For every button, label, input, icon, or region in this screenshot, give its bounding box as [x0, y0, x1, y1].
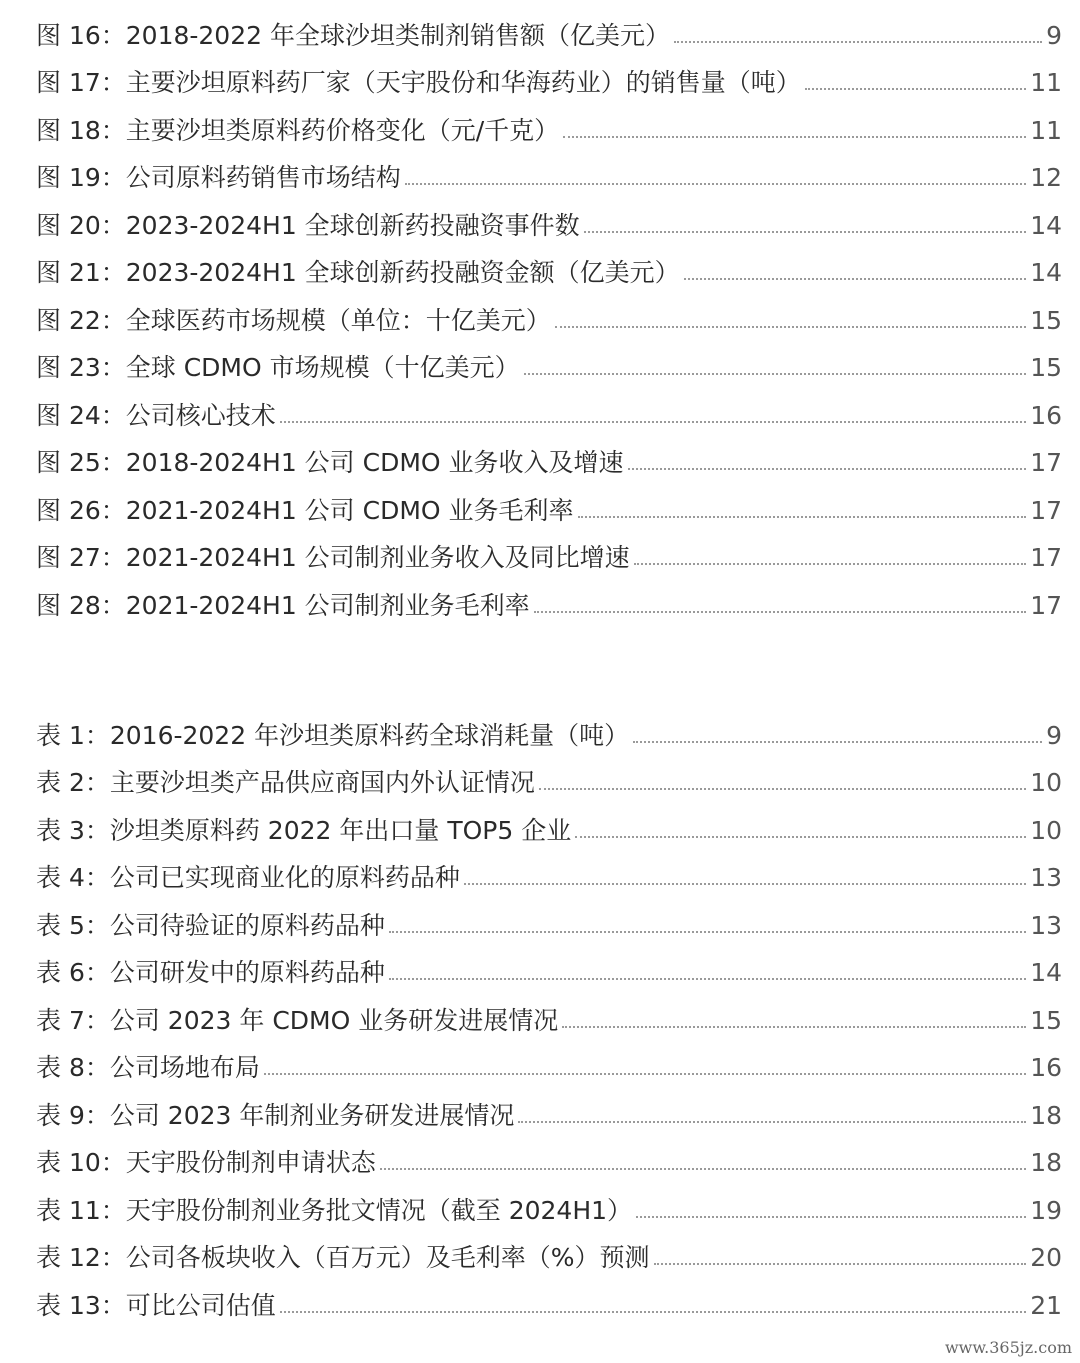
dot-leader [280, 1311, 1026, 1313]
toc-entry-page-number: 15 [1030, 353, 1062, 382]
toc-entry[interactable] [36, 333, 1062, 381]
toc-entry-page-number: 14 [1030, 210, 1062, 240]
dot-leader [562, 1026, 1026, 1028]
dot-leader [584, 231, 1027, 233]
dot-leader [674, 41, 1042, 43]
dot-leader [405, 183, 1026, 185]
toc-entry-page-number: 13 [1030, 910, 1062, 940]
dot-leader [380, 1168, 1026, 1170]
toc-entry-title: 表 12：公司各板块收入（百万元）及毛利率（%）预测 [36, 1243, 650, 1272]
toc-entry-title: 图 19：公司原料药销售市场结构 [36, 163, 401, 192]
toc-entry-page-number: 16 [1030, 1053, 1062, 1082]
toc-entry-page-number: 18 [1030, 1100, 1062, 1130]
toc-entry-title: 表 8：公司场地布局 [36, 1053, 260, 1082]
toc-entry-title: 图 18：主要沙坦类原料药价格变化（元/千克） [36, 115, 560, 145]
toc-entry-title: 表 1：2016-2022 年沙坦类原料药全球消耗量（吨） [36, 720, 630, 750]
toc-entry-title: 表 3：沙坦类原料药 2022 年出口量 TOP5 企业 [36, 815, 572, 845]
dot-leader [389, 978, 1026, 980]
toc-entry-page-number: 10 [1030, 768, 1062, 797]
dot-leader [539, 788, 1026, 790]
toc-entry-page-number: 20 [1030, 1243, 1062, 1272]
table-list [36, 700, 1062, 1318]
toc-entry-title: 表 5：公司待验证的原料药品种 [36, 910, 385, 940]
toc-entry[interactable] [36, 1223, 1062, 1271]
toc-entry-page-number: 9 [1046, 20, 1062, 50]
toc-entry[interactable] [36, 0, 1062, 48]
dot-leader [628, 468, 1027, 470]
toc-entry[interactable] [36, 238, 1062, 286]
toc-entry[interactable] [36, 143, 1062, 191]
toc-entry-page-number: 13 [1030, 863, 1062, 892]
toc-entry[interactable] [36, 285, 1062, 333]
toc-entry-title: 图 20：2023-2024H1 全球创新药投融资事件数 [36, 210, 580, 240]
toc-entry-title: 图 28：2021-2024H1 公司制剂业务毛利率 [36, 590, 530, 620]
toc-entry[interactable] [36, 985, 1062, 1033]
toc-entry-page-number: 12 [1030, 163, 1062, 192]
toc-entry-page-number: 15 [1030, 1005, 1062, 1035]
toc-entry[interactable] [36, 48, 1062, 96]
toc-entry-title: 图 22：全球医药市场规模（单位：十亿美元） [36, 305, 551, 335]
dot-leader [389, 931, 1026, 933]
toc-entry-title: 表 4：公司已实现商业化的原料药品种 [36, 863, 460, 892]
toc-entry-page-number: 11 [1030, 115, 1062, 145]
dot-leader [654, 1263, 1027, 1265]
toc-entry[interactable] [36, 1175, 1062, 1223]
toc-entry-page-number: 14 [1030, 258, 1062, 287]
toc-entry[interactable] [36, 428, 1062, 476]
toc-entry-title: 图 16：2018-2022 年全球沙坦类制剂销售额（亿美元） [36, 20, 670, 50]
toc-entry[interactable] [36, 95, 1062, 143]
toc-entry-page-number: 17 [1030, 448, 1062, 477]
toc-entry[interactable] [36, 938, 1062, 986]
dot-leader [634, 563, 1027, 565]
toc-entry-title: 表 13：可比公司估值 [36, 1290, 276, 1320]
dot-leader [264, 1073, 1026, 1075]
toc-entry-page-number: 17 [1030, 543, 1062, 572]
toc-entry[interactable] [36, 380, 1062, 428]
dot-leader [578, 516, 1027, 518]
dot-leader [534, 611, 1027, 613]
dot-leader [684, 278, 1027, 280]
toc-entry-title: 表 10：天宇股份制剂申请状态 [36, 1148, 376, 1177]
toc-entry[interactable] [36, 1080, 1062, 1128]
toc-entry-page-number: 21 [1030, 1290, 1062, 1320]
dot-leader [280, 421, 1026, 423]
dot-leader [563, 136, 1026, 138]
toc-entry-title: 图 25：2018-2024H1 公司 CDMO 业务收入及增速 [36, 448, 624, 477]
dot-leader [518, 1121, 1026, 1123]
watermark-text: www.365jz.com [944, 1338, 1072, 1357]
toc-entry-title: 图 17：主要沙坦原料药厂家（天宇股份和华海药业）的销售量（吨） [36, 68, 801, 97]
dot-leader [633, 741, 1042, 743]
toc-entry-page-number: 15 [1030, 305, 1062, 335]
toc-entry-page-number: 10 [1030, 815, 1062, 845]
toc-entry-page-number: 19 [1030, 1195, 1062, 1225]
toc-entry-page-number: 16 [1030, 400, 1062, 430]
toc-entry-page-number: 17 [1030, 495, 1062, 525]
toc-entry[interactable] [36, 570, 1062, 618]
toc-entry[interactable] [36, 843, 1062, 891]
toc-entry[interactable] [36, 748, 1062, 796]
toc-entry[interactable] [36, 1270, 1062, 1318]
dot-leader [524, 373, 1027, 375]
dot-leader [805, 88, 1026, 90]
toc-entry-page-number: 17 [1030, 590, 1062, 620]
dot-leader [555, 326, 1026, 328]
toc-entry[interactable] [36, 1033, 1062, 1081]
dot-leader [464, 883, 1026, 885]
toc-entry-page-number: 9 [1046, 720, 1062, 750]
dot-leader [575, 836, 1026, 838]
toc-entry-title: 图 27：2021-2024H1 公司制剂业务收入及同比增速 [36, 543, 630, 572]
toc-entry[interactable] [36, 700, 1062, 748]
toc-entry[interactable] [36, 890, 1062, 938]
toc-entry-title: 表 11：天宇股份制剂业务批文情况（截至 2024H1） [36, 1195, 633, 1225]
toc-entry[interactable] [36, 190, 1062, 238]
toc-entry-page-number: 14 [1030, 958, 1062, 987]
figure-list [36, 0, 1062, 618]
toc-entry[interactable] [36, 1128, 1062, 1176]
toc-entry-title: 图 24：公司核心技术 [36, 400, 276, 430]
toc-entry-title: 图 23：全球 CDMO 市场规模（十亿美元） [36, 353, 520, 382]
toc-entry-title: 表 7：公司 2023 年 CDMO 业务研发进展情况 [36, 1005, 559, 1035]
toc-entry-title: 表 6：公司研发中的原料药品种 [36, 958, 385, 987]
toc-entry[interactable] [36, 523, 1062, 571]
toc-entry[interactable] [36, 795, 1062, 843]
toc-entry-title: 图 26：2021-2024H1 公司 CDMO 业务毛利率 [36, 495, 574, 525]
toc-entry-title: 表 2：主要沙坦类产品供应商国内外认证情况 [36, 768, 535, 797]
toc-entry-page-number: 18 [1030, 1148, 1062, 1177]
toc-entry-title: 图 21：2023-2024H1 全球创新药投融资金额（亿美元） [36, 258, 680, 287]
toc-entry-title: 表 9：公司 2023 年制剂业务研发进展情况 [36, 1100, 515, 1130]
toc-entry[interactable] [36, 475, 1062, 523]
toc-entry-page-number: 11 [1030, 68, 1062, 97]
dot-leader [636, 1216, 1026, 1218]
